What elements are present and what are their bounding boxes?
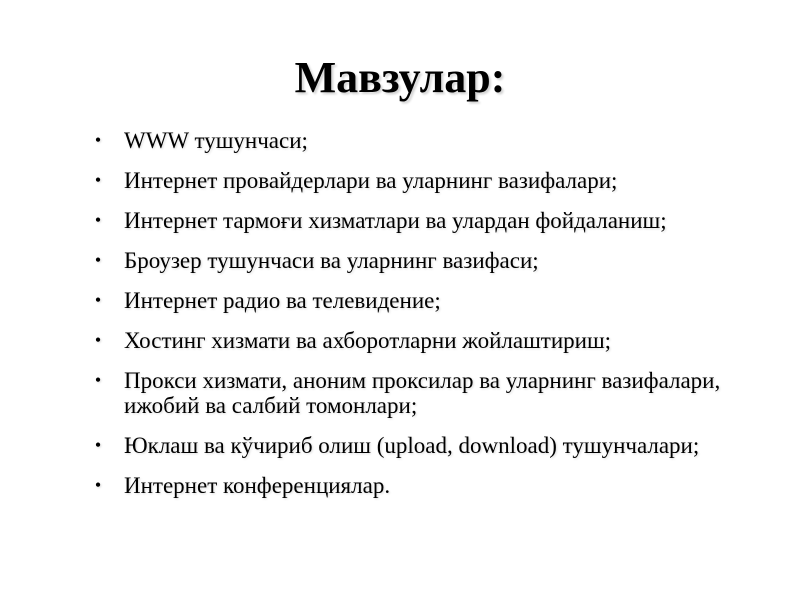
bullet-icon: •	[94, 330, 102, 350]
bullet-icon: •	[94, 210, 102, 230]
list-item	[90, 288, 770, 313]
bullet-icon: •	[94, 170, 102, 190]
list-item	[90, 248, 770, 273]
list-item-text: Интернет провайдерлари ва уларнинг вазифалари;	[124, 168, 618, 193]
bullet-icon: •	[94, 290, 102, 310]
list-item-text: WWW тушунчаси;	[124, 128, 308, 153]
bullet-icon: •	[94, 370, 102, 390]
list-item-text: Прокси хизмати, аноним проксилар ва уларнинг вазифалари, ижобий ва салбий томонлари;	[124, 368, 721, 418]
list-item-text: Броузер тушунчаси ва уларнинг вазифаси;	[124, 248, 539, 273]
list-item	[90, 328, 770, 353]
bullet-icon: •	[94, 130, 102, 150]
list-item-text: Интернет тармоғи хизматлари ва улардан фойдаланиш;	[124, 208, 667, 233]
list-item-text: Интернет радио ва телевидение;	[124, 288, 441, 313]
list-item	[90, 128, 770, 153]
list-item-text: Интернет конференциялар.	[124, 473, 391, 498]
list-item	[90, 368, 770, 418]
list-item	[90, 208, 770, 233]
list-item-text: Хостинг хизмати ва ахборотларни жойлаштириш;	[124, 328, 612, 353]
list-item	[90, 473, 770, 498]
bullet-icon: •	[94, 475, 102, 495]
list-item	[90, 433, 770, 458]
slide-title: Мавзулар:	[294, 53, 506, 102]
bullet-icon: •	[94, 250, 102, 270]
bullet-icon: •	[94, 435, 102, 455]
list-item	[90, 168, 770, 193]
list-item-text: Юклаш ва кўчириб олиш (upload, download) тушунчалари;	[124, 433, 700, 458]
topics-list	[90, 128, 770, 513]
